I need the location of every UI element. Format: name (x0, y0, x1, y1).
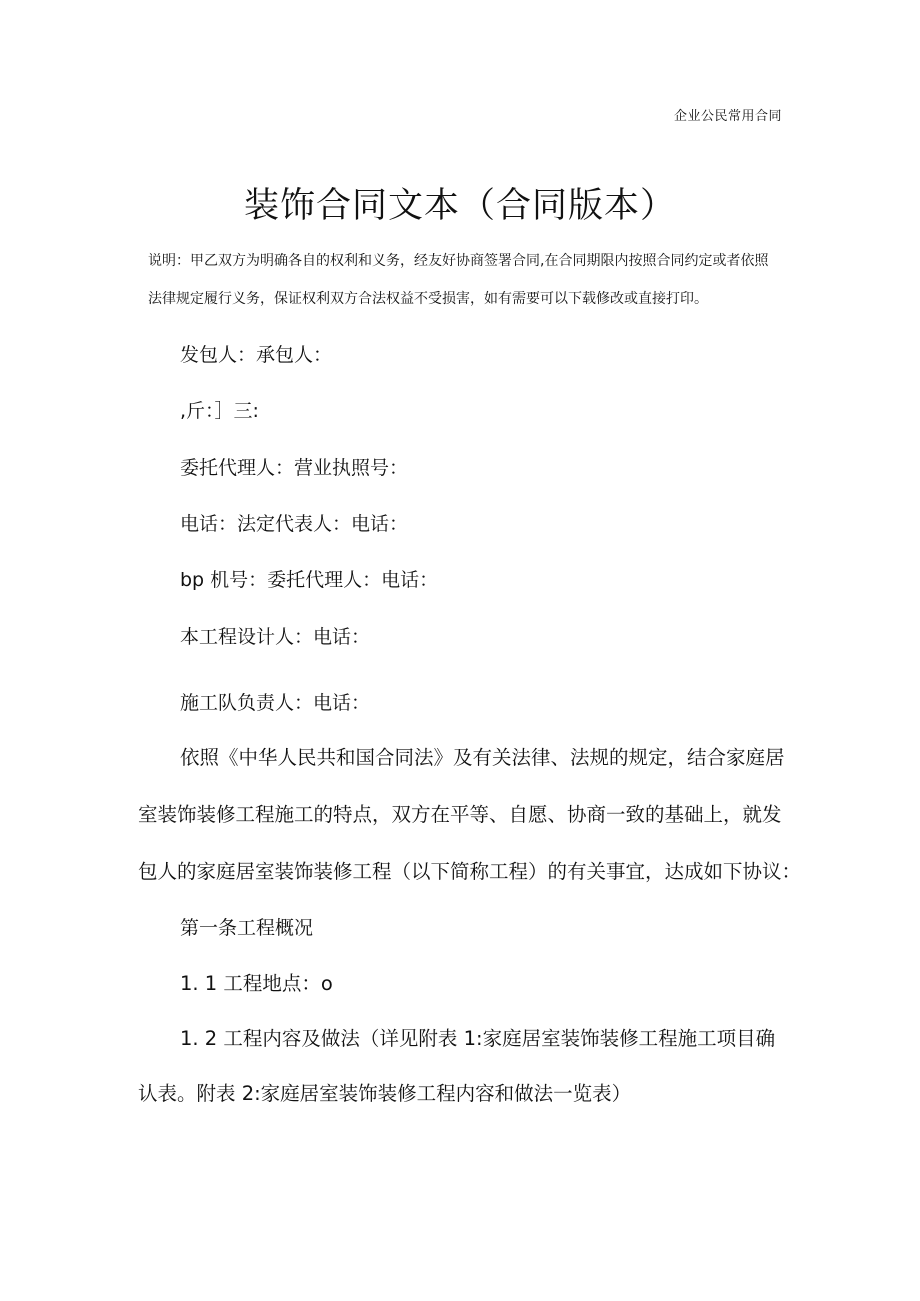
note-line: 说明：甲乙双方为明确各自的权利和义务，经友好协商签署合同,在合同期限内按照合同约定或者依照 (148, 253, 769, 269)
preamble-line: 依照《中华人民共和国合同法》及有关法律、法规的规定，结合家庭居 (180, 746, 785, 769)
clause-1-2-line: 1. 2 工程内容及做法（详见附表 1:家庭居室装饰装修工程施工项目确 (180, 1027, 776, 1050)
article-heading: 第一条工程概况 (180, 917, 314, 939)
party-field-line: 本工程设计人：电话： (180, 626, 371, 648)
party-field-line: ,斤：］三: (180, 400, 259, 422)
header-category: 企业公民常用合同 (673, 109, 782, 124)
party-field-line: 发包人：承包人： (180, 344, 333, 366)
preamble-line: 室装饰装修工程施工的特点，双方在平等、自愿、协商一致的基础上，就发 (138, 803, 782, 826)
preamble-line: 包人的家庭居室装饰装修工程（以下简称工程）的有关事宜，达成如下协议： (138, 860, 802, 883)
document-title: 装饰合同文本（合同版本） (243, 186, 676, 226)
party-field-line: 委托代理人：营业执照号： (180, 457, 409, 479)
note-line: 法律规定履行义务，保证权利双方合法权益不受损害，如有需要可以下载修改或直接打印。 (148, 291, 708, 307)
clause-1-1: 1. 1 工程地点：o (180, 972, 333, 995)
party-field-line: bp 机号：委托代理人：电话： (180, 569, 439, 591)
party-field-line: 施工队负责人：电话： (180, 692, 371, 714)
clause-1-2-line: 认表。附表 2:家庭居室装饰装修工程内容和做法一览表） (138, 1082, 632, 1105)
party-field-line: 电话：法定代表人：电话： (180, 513, 409, 535)
